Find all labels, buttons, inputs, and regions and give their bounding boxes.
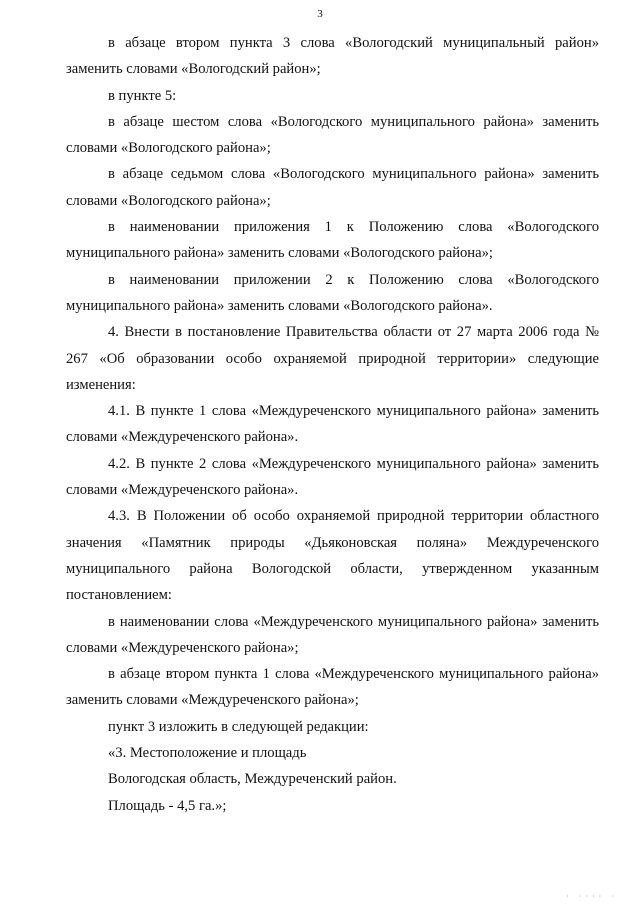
paragraph: 4.1. В пункте 1 слова «Междуреченского муниципального района» заменить словами «Междуреченского района». — [66, 403, 599, 446]
paragraph: в абзаце втором пункта 3 слова «Вологодский муниципальный район» заменить словами «Вологодский район»; — [66, 35, 599, 78]
paragraph: в пункте 5: — [108, 87, 177, 104]
scan-marks: · ···· · — [566, 892, 618, 901]
page-number: 3 — [317, 8, 323, 20]
paragraph: 4.3. В Положении об особо охраняемой природной территории областного значения «Памятник природы «Дьяконовская поляна» Междуреченского муниципального района Вологодской области, утвержденном указанным постановлением: — [66, 508, 599, 604]
paragraph: в наименовании слова «Междуреченского муниципального района» заменить словами «Междуреченского района»; — [66, 613, 599, 656]
paragraph: «3. Местоположение и площадь — [108, 745, 307, 762]
paragraph: в наименовании приложения 1 к Положению слова «Вологодского муниципального района» заменить словами «Вологодского района»; — [66, 219, 599, 262]
paragraph: пункт 3 изложить в следующей редакции: — [108, 718, 369, 735]
document-body — [66, 30, 599, 819]
paragraph: в наименовании приложении 2 к Положению слова «Вологодского муниципального района» заменить словами «Вологодского района». — [66, 271, 599, 314]
paragraph: Площадь - 4,5 га.»; — [108, 797, 227, 814]
paragraph: Вологодская область, Междуреченский район. — [108, 771, 397, 788]
paragraph: 4. Внести в постановление Правительства области от 27 марта 2006 года № 267 «Об образовании особо охраняемой природной территории» следующие изменения: — [66, 324, 599, 393]
paragraph: 4.2. В пункте 2 слова «Междуреченского муниципального района» заменить словами «Междуреченского района». — [66, 455, 599, 499]
paragraph: в абзаце втором пункта 1 слова «Междуреченского муниципального района» заменить словами «Междуреченского района»; — [66, 666, 599, 709]
paragraph: в абзаце шестом слова «Вологодского муниципального района» заменить словами «Вологодского района»; — [66, 113, 599, 157]
paragraph: в абзаце седьмом слова «Вологодского муниципального района» заменить словами «Вологодского района»; — [66, 166, 599, 209]
